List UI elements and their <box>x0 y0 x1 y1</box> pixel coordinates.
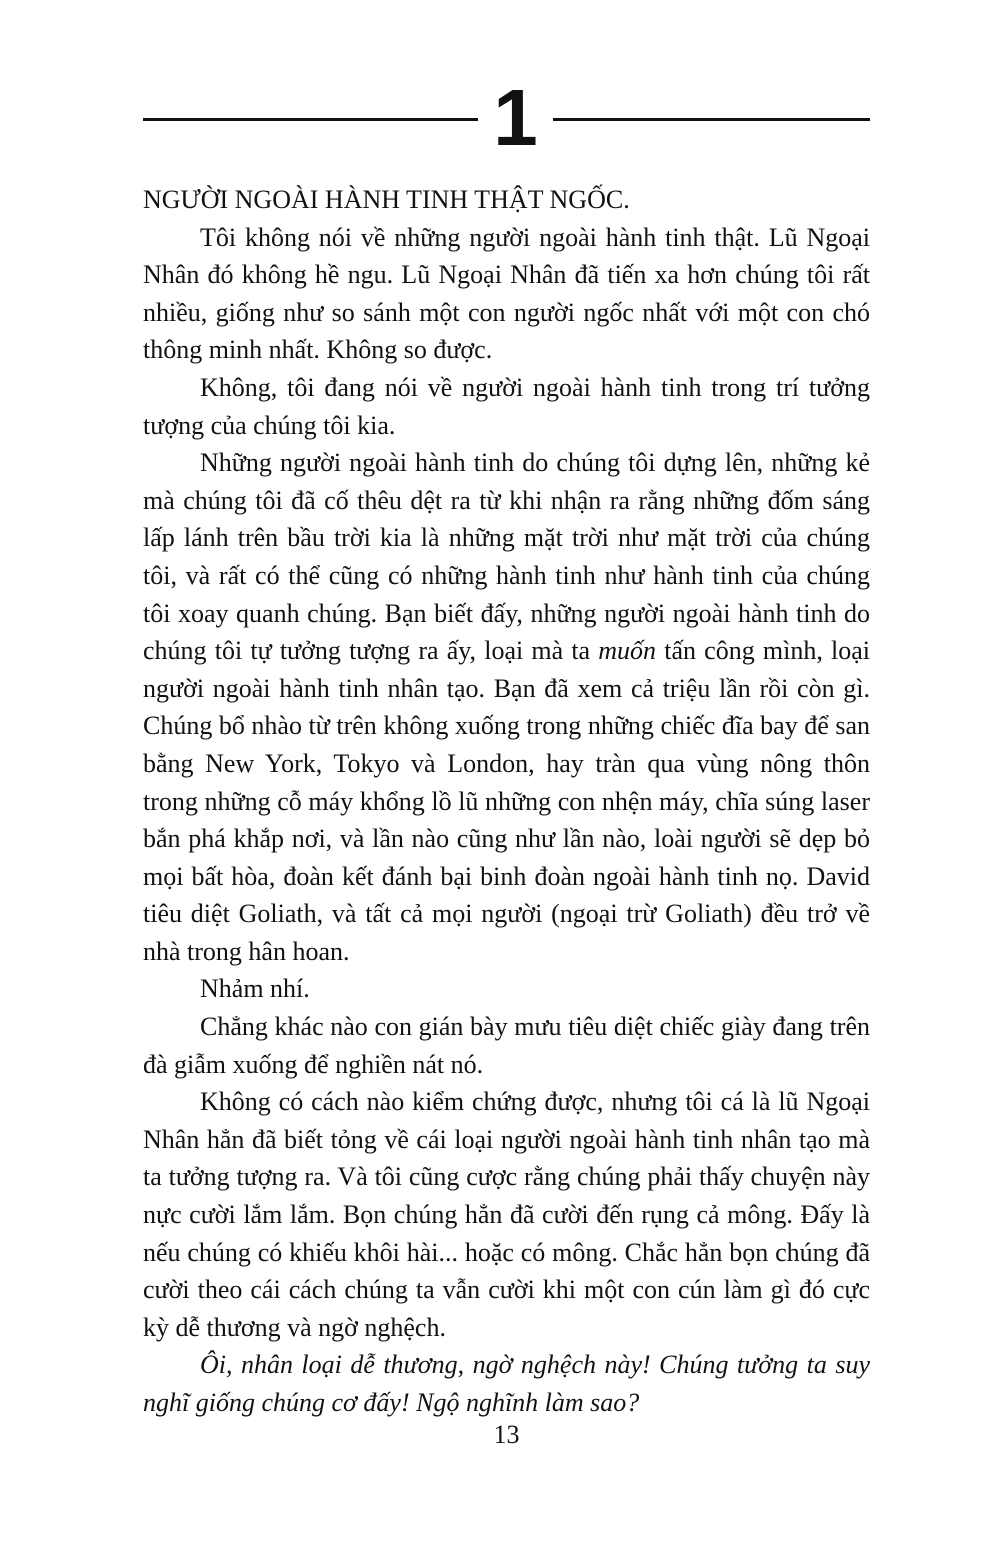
page-number: 13 <box>493 1420 520 1449</box>
chapter-rule-right <box>553 118 870 121</box>
paragraph-4-text-end: tấn công mình, loại người ngoài hành tinh nhân tạo. Bạn đã xem cả triệu lần rồi còn gì. Chúng bổ nhào từ trên không xuống trong những chiếc đĩa bay để san bằng New York, Tokyo và London, hay tràn qua vùng nông thôn trong những cỗ máy khổng lồ lũ những con nhện máy, chĩa súng laser bắn phá khắp nơi, và lần nào cũng như lần nào, loài người sẽ dẹp bỏ mọi bất hòa, đoàn kết đánh bại binh đoàn ngoài hành tinh nọ. David tiêu diệt Goliath, và tất cả mọi người (ngoại trừ Goliath) đều trở về nhà trong hân hoan. <box>143 636 870 966</box>
paragraph-5: Nhảm nhí. <box>200 974 310 1004</box>
paragraph-2: Tôi không nói về những người ngoài hành tinh thật. Lũ Ngoại Nhân đó không hề ngu. Lũ Ngoại Nhân đã tiến xa hơn chúng tôi rất nhiều, giống như so sánh một con người ngốc nhất với một con chó thông minh nhất. Không so được. <box>143 222 870 365</box>
chapter-header <box>143 73 870 162</box>
opening-line: NGƯỜI NGOÀI HÀNH TINH THẬT NGỐC. <box>143 185 630 214</box>
chapter-rule-left <box>143 118 478 121</box>
paragraph-7: Không có cách nào kiểm chứng được, nhưng tôi cá là lũ Ngoại Nhân hẳn đã biết tỏng về cái loại người ngoài hành tinh nhân tạo mà ta tưởng tượng ra. Và tôi cũng cược rằng chúng phải thấy chuyện này nực cười lắm lắm. Bọn chúng hẳn đã cười đến rụng cả mông. Đấy là nếu chúng có khiếu khôi hài... hoặc có mông. Chắc hẳn bọn chúng đã cười theo cái cách chúng ta vẫn cười khi một con cún làm gì đó cực kỳ dễ thương và ngờ nghệch. <box>143 1087 870 1342</box>
chapter-number: 1 <box>493 73 538 162</box>
paragraph-3: Không, tôi đang nói về người ngoài hành tinh trong trí tưởng tượng của chúng tôi kia. <box>143 372 870 440</box>
paragraph-8-italic: Ôi, nhân loại dễ thương, ngờ nghệch này! Chúng tưởng ta suy nghĩ giống chúng cơ đấy! Ngộ nghĩnh làm sao? <box>143 1350 870 1417</box>
chapter-body <box>143 181 870 1422</box>
paragraph-4-emphasis: muốn <box>598 636 657 666</box>
paragraph-6: Chẳng khác nào con gián bày mưu tiêu diệt chiếc giày đang trên đà giẫm xuống để nghiền nát nó. <box>143 1012 870 1079</box>
paragraph-4-text-start: Những người ngoài hành tinh do chúng tôi dựng lên, những kẻ mà chúng tôi đã cố thêu dệt ra từ khi nhận ra rằng những đốm sáng lấp lánh trên bầu trời kia là những mặt trời như mặt trời của chúng tôi, và rất có thể cũng có những hành tinh như hành tinh của chúng tôi xoay quanh chúng. Bạn biết đấy, những người ngoài hành tinh do chúng tôi tự tưởng tượng ra ấy, loại mà ta <box>143 448 870 666</box>
paragraph-4 <box>143 444 870 970</box>
